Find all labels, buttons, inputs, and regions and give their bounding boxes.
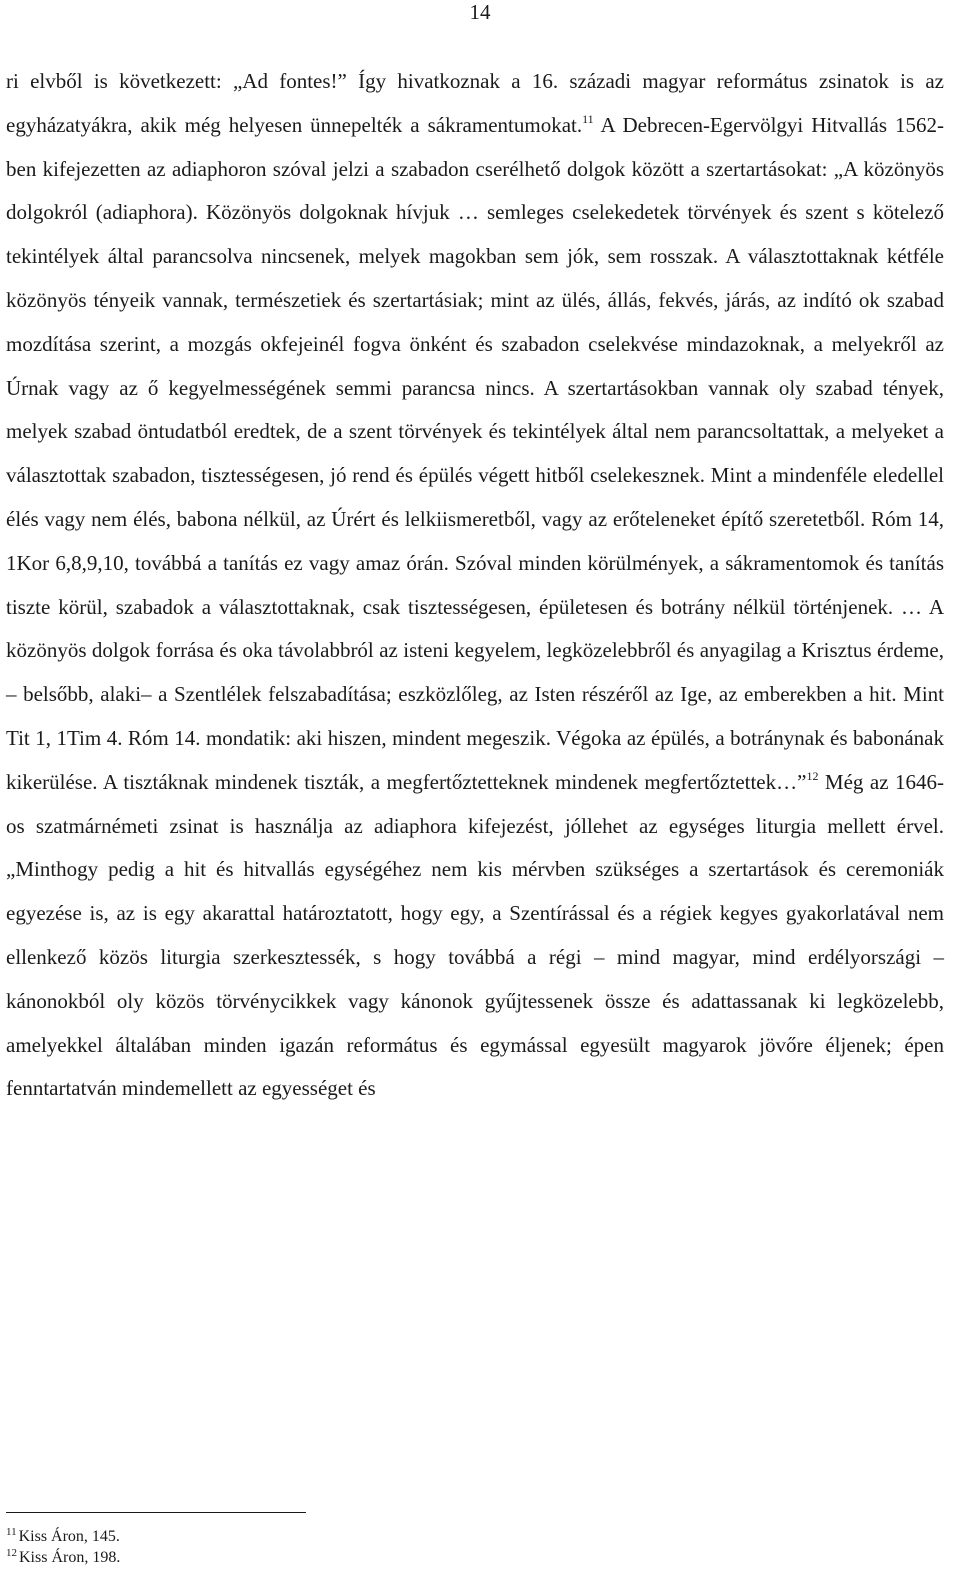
footnotes-section <box>6 1526 944 1568</box>
body-paragraph <box>6 60 944 1111</box>
footnote-text: Kiss Áron, 198. <box>19 1549 121 1566</box>
footnote-11 <box>6 1526 944 1547</box>
page-number: 14 <box>469 0 491 24</box>
footnote-ref-11[interactable]: 11 <box>582 111 594 126</box>
footnote-text: Kiss Áron, 145. <box>18 1528 120 1545</box>
paragraph-text-part-1: ri elvből is következett: „Ad fontes!” Így hivatkoznak a 16. századi magyar református zsinatok is az egyházatyákra, akik még helyesen ünnepelték a sákramentumokat. <box>6 69 944 137</box>
footnote-12 <box>6 1547 944 1568</box>
footnote-divider <box>6 1512 306 1513</box>
paragraph-text-part-3: Még az 1646-os szatmárnémeti zsinat is használja az adiaphora kifejezést, jóllehet az egységes liturgia mellett érvel. „Minthogy pedig a hit és hitvallás egységéhez nem kis mérvben szükséges a szertartások és ceremoniák egyezése is, az is egy akarattal határoztatott, hogy egy, a Szentírással és a régiek kegyes gyakorlatával nem ellenkező közös liturgia szerkesztessék, s hogy továbbá a régi – mind magyar, mind erdélyországi – kánonokból oly közös törvénycikkek vagy kánonok gyűjtessenek össze és adattassanak ki legközelebb, amelyekkel általában minden igazán református és egymással egyesült magyarok jövőre éljenek; épen fenntartatván mindemellett az egyességet és <box>6 769 944 1101</box>
footnote-ref-12[interactable]: 12 <box>806 768 819 783</box>
paragraph-text-part-2: A Debrecen-Egervölgyi Hitvallás 1562-ben kifejezetten az adiaphoron szóval jelzi a szabadon cserélhető dolgok között a szertartásokat: „A közönyös dolgokról (adiaphora). Közönyös dolgoknak hívjuk … semleges cselekedetek törvények és szent s kötelező tekintélyek által parancsolva nincsenek, melyek magokban sem jók, sem rosszak. A választottaknak kétféle közönyös tényeik vannak, természetiek és szertartásiak; mint az ülés, állás, fekvés, járás, az indító ok szabad mozdítása szerint, a mozgás okfejeinél fogva önként és szabadon cselekvése mindazoknak, a melyekről az Úrnak vagy az ő kegyelmességének semmi parancsa nincs. A szertartásokban vannak oly szabad tények, melyek szabad öntudatból eredtek, de a szent törvények és tekintélyek által nem parancsoltattak, a melyeket a választottak szabadon, tisztességesen, jó rend és épülés végett hitből cselekesznek. Mint a mindenféle eledellel élés vagy nem élés, babona nélkül, az Úrért és lelkiismeretből, vagy az erőteleneket építő szeretetből. Róm 14, 1Kor 6,8,9,10, továbbá a tanítás ez vagy amaz órán. Szóval minden körülmények, a sákramentomok és tanítás tiszte körül, szabadok a választottaknak, csak tisztességesen, épületesen és botrány nélkül történjenek. … A közönyös dolgok forrása és oka távolabbról az isteni kegyelem, legközelebbről és anyagilag a Krisztus érdeme, – belsőbb, alaki– a Szentlélek felszabadítása; eszközlőleg, az Isten részéről az Ige, az emberekben a hit. Mint Tit 1, 1Tim 4. Róm 14. mondatik: aki hiszen, mindent megeszik. Végoka az épülés, a botránynak és babonának kikerülése. A tisztáknak mindenek tiszták, a megfertőztetteknek mindenek megfertőztettek…” <box>6 112 944 794</box>
footnote-number: 12 <box>6 1547 17 1559</box>
footnote-number: 11 <box>6 1526 17 1538</box>
